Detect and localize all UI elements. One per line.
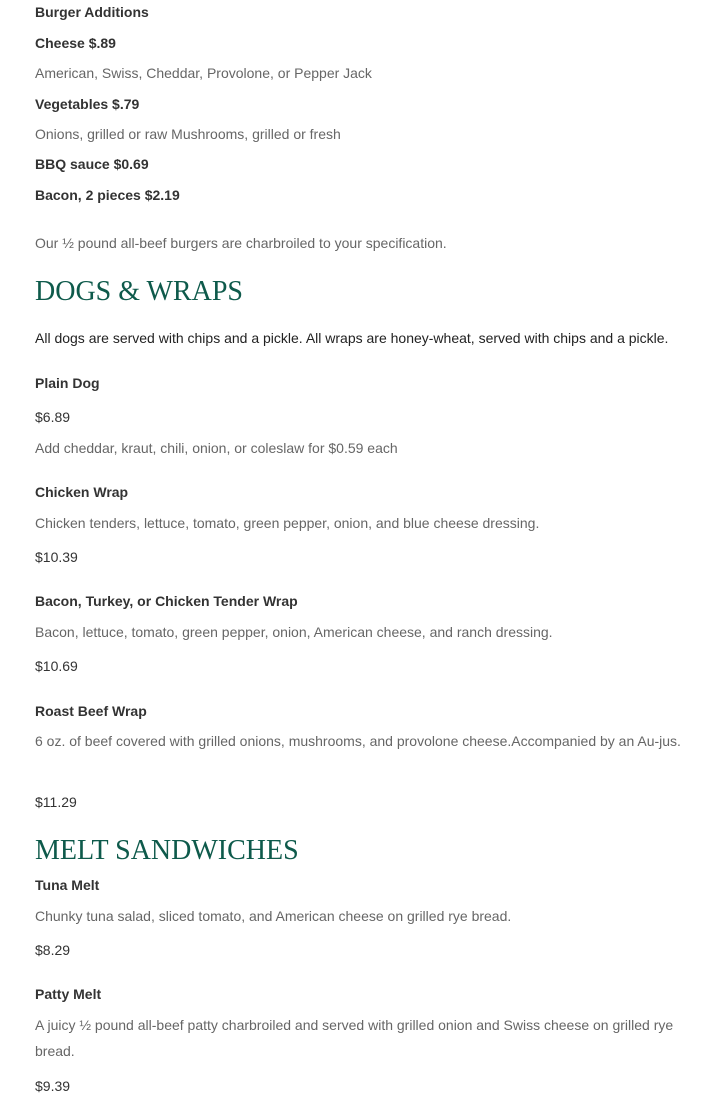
tuna-melt-price: $8.29 xyxy=(35,942,71,958)
plain-dog-price: $6.89 xyxy=(35,409,71,425)
addition-vegetables-label: Vegetables $.79 xyxy=(35,96,140,112)
chicken-wrap-name: Chicken Wrap xyxy=(35,484,129,500)
patty-melt-description: A juicy ½ pound all-beef patty charbroiled and served with grilled onion and Swiss cheese on grilled rye bread. xyxy=(35,1017,674,1059)
chicken-wrap-description: Chicken tenders, lettuce, tomato, green pepper, onion, and blue cheese dressing. xyxy=(35,515,540,531)
roast-beef-wrap-price: $11.29 xyxy=(35,794,77,810)
burger-additions-title: Burger Additions xyxy=(35,4,149,20)
addition-cheese-label: Cheese $.89 xyxy=(35,35,116,51)
addition-bacon-label: Bacon, 2 pieces $2.19 xyxy=(35,187,180,203)
dogs-wraps-heading: DOGS & WRAPS xyxy=(35,276,243,307)
plain-dog-name: Plain Dog xyxy=(35,375,100,391)
patty-melt-name: Patty Melt xyxy=(35,986,102,1002)
roast-beef-wrap-description: 6 oz. of beef covered with grilled onions, mushrooms, and provolone cheese.Accompanied by an Au-jus. xyxy=(35,733,681,749)
tuna-melt-name: Tuna Melt xyxy=(35,877,100,893)
patty-melt-price: $9.39 xyxy=(35,1078,71,1094)
bacon-turkey-wrap-description: Bacon, lettuce, tomato, green pepper, onion, American cheese, and ranch dressing. xyxy=(35,624,553,640)
melt-sandwiches-heading: MELT SANDWICHES xyxy=(35,835,299,866)
addition-vegetables-detail: Onions, grilled or raw Mushrooms, grilled or fresh xyxy=(35,126,341,142)
tuna-melt-description: Chunky tuna salad, sliced tomato, and American cheese on grilled rye bread. xyxy=(35,908,512,924)
plain-dog-description: Add cheddar, kraut, chili, onion, or coleslaw for $0.59 each xyxy=(35,440,398,456)
chicken-wrap-price: $10.39 xyxy=(35,549,78,565)
roast-beef-wrap-name: Roast Beef Wrap xyxy=(35,703,147,719)
bacon-turkey-wrap-price: $10.69 xyxy=(35,658,78,674)
burger-note: Our ½ pound all-beef burgers are charbroiled to your specification. xyxy=(35,235,447,251)
dogs-wraps-intro: All dogs are served with chips and a pickle. All wraps are honey-wheat, served with chips and a pickle. xyxy=(35,330,669,346)
addition-bbq-label: BBQ sauce $0.69 xyxy=(35,156,149,172)
bacon-turkey-wrap-name: Bacon, Turkey, or Chicken Tender Wrap xyxy=(35,593,298,609)
addition-cheese-detail: American, Swiss, Cheddar, Provolone, or Pepper Jack xyxy=(35,65,372,81)
